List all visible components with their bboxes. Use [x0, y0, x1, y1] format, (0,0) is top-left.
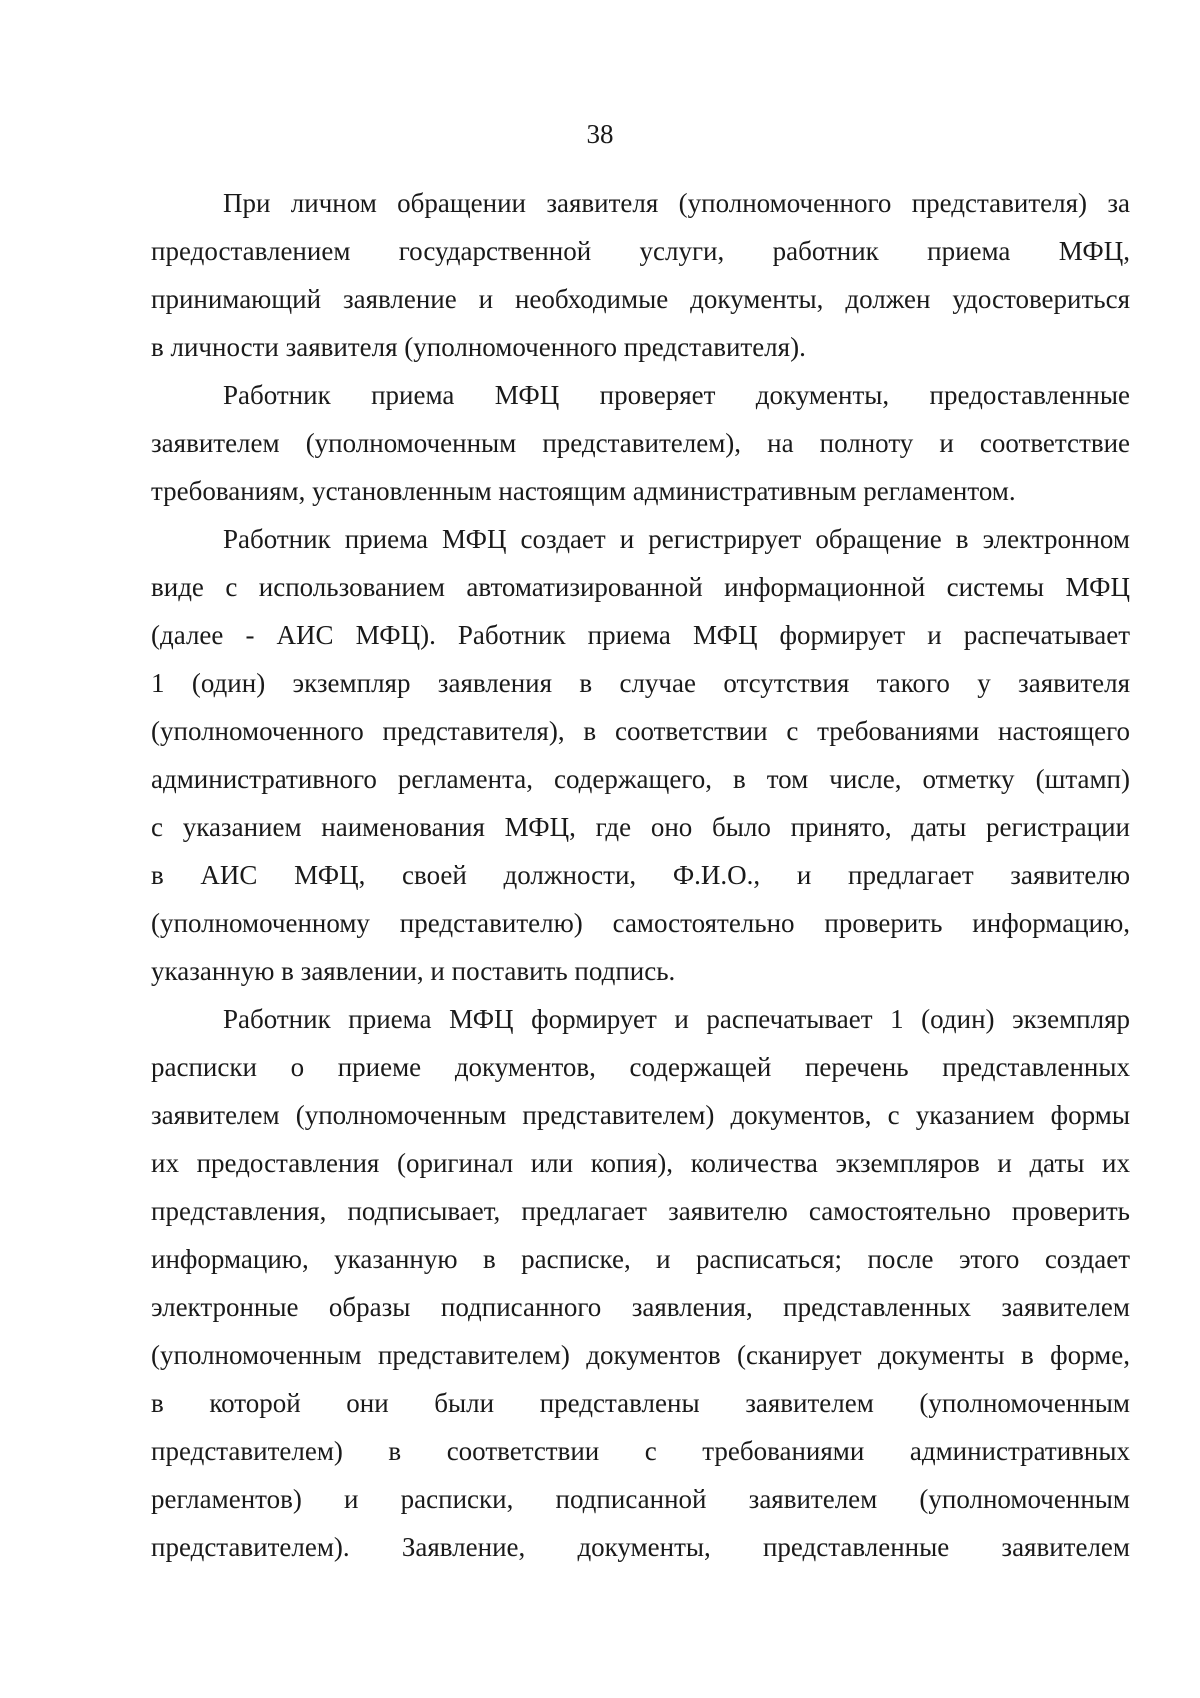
text-line: представителем) в соответствии с требованиями административных: [151, 1436, 1130, 1466]
text-line: в АИС МФЦ, своей должности, Ф.И.О., и предлагает заявителю: [151, 860, 1130, 890]
text-line: с указанием наименования МФЦ, где оно было принято, даты регистрации: [151, 812, 1130, 842]
text-line: указанную в заявлении, и поставить подпись.: [151, 956, 676, 986]
text-line: (далее - АИС МФЦ). Работник приема МФЦ формирует и распечатывает: [151, 620, 1130, 650]
text-line: административного регламента, содержащего, в том числе, отметку (штамп): [151, 764, 1130, 794]
text-line: (уполномоченному представителю) самостоятельно проверить информацию,: [151, 908, 1130, 938]
text-line: При личном обращении заявителя (уполномоченного представителя) за: [223, 188, 1130, 218]
text-line: в личности заявителя (уполномоченного представителя).: [151, 332, 806, 362]
text-line: принимающий заявление и необходимые документы, должен удостовериться: [151, 284, 1130, 314]
text-line: расписки о приеме документов, содержащей перечень представленных: [151, 1052, 1130, 1082]
text-line: Работник приема МФЦ формирует и распечатывает 1 (один) экземпляр: [223, 1004, 1130, 1034]
text-line: их предоставления (оригинал или копия), количества экземпляров и даты их: [151, 1148, 1130, 1178]
text-line: Работник приема МФЦ проверяет документы, предоставленные: [223, 380, 1130, 410]
text-line: представителем). Заявление, документы, представленные заявителем: [151, 1532, 1130, 1562]
text-line: заявителем (уполномоченным представителем), на полноту и соответствие: [151, 428, 1130, 458]
text-line: регламентов) и расписки, подписанной заявителем (уполномоченным: [151, 1484, 1130, 1514]
paragraph-4: [151, 995, 1130, 1571]
text-line: виде с использованием автоматизированной информационной системы МФЦ: [151, 572, 1130, 602]
document-body: [151, 179, 1130, 1571]
paragraph-2: [151, 371, 1130, 515]
text-line: информацию, указанную в расписке, и расписаться; после этого создает: [151, 1244, 1130, 1274]
text-line: требованиям, установленным настоящим административным регламентом.: [151, 476, 1016, 506]
page-number: 38: [586, 119, 614, 149]
text-line: Работник приема МФЦ создает и регистрирует обращение в электронном: [223, 524, 1130, 554]
text-line: электронные образы подписанного заявления, представленных заявителем: [151, 1292, 1130, 1322]
paragraph-3: [151, 515, 1130, 995]
text-line: предоставлением государственной услуги, работник приема МФЦ,: [151, 236, 1130, 266]
text-line: представления, подписывает, предлагает заявителю самостоятельно проверить: [151, 1196, 1130, 1226]
text-line: заявителем (уполномоченным представителем) документов, с указанием формы: [151, 1100, 1130, 1130]
text-line: в которой они были представлены заявителем (уполномоченным: [151, 1388, 1130, 1418]
text-line: (уполномоченного представителя), в соответствии с требованиями настоящего: [151, 716, 1130, 746]
text-line: (уполномоченным представителем) документов (сканирует документы в форме,: [151, 1340, 1130, 1370]
paragraph-1: [151, 179, 1130, 371]
text-line: 1 (один) экземпляр заявления в случае отсутствия такого у заявителя: [151, 668, 1130, 698]
